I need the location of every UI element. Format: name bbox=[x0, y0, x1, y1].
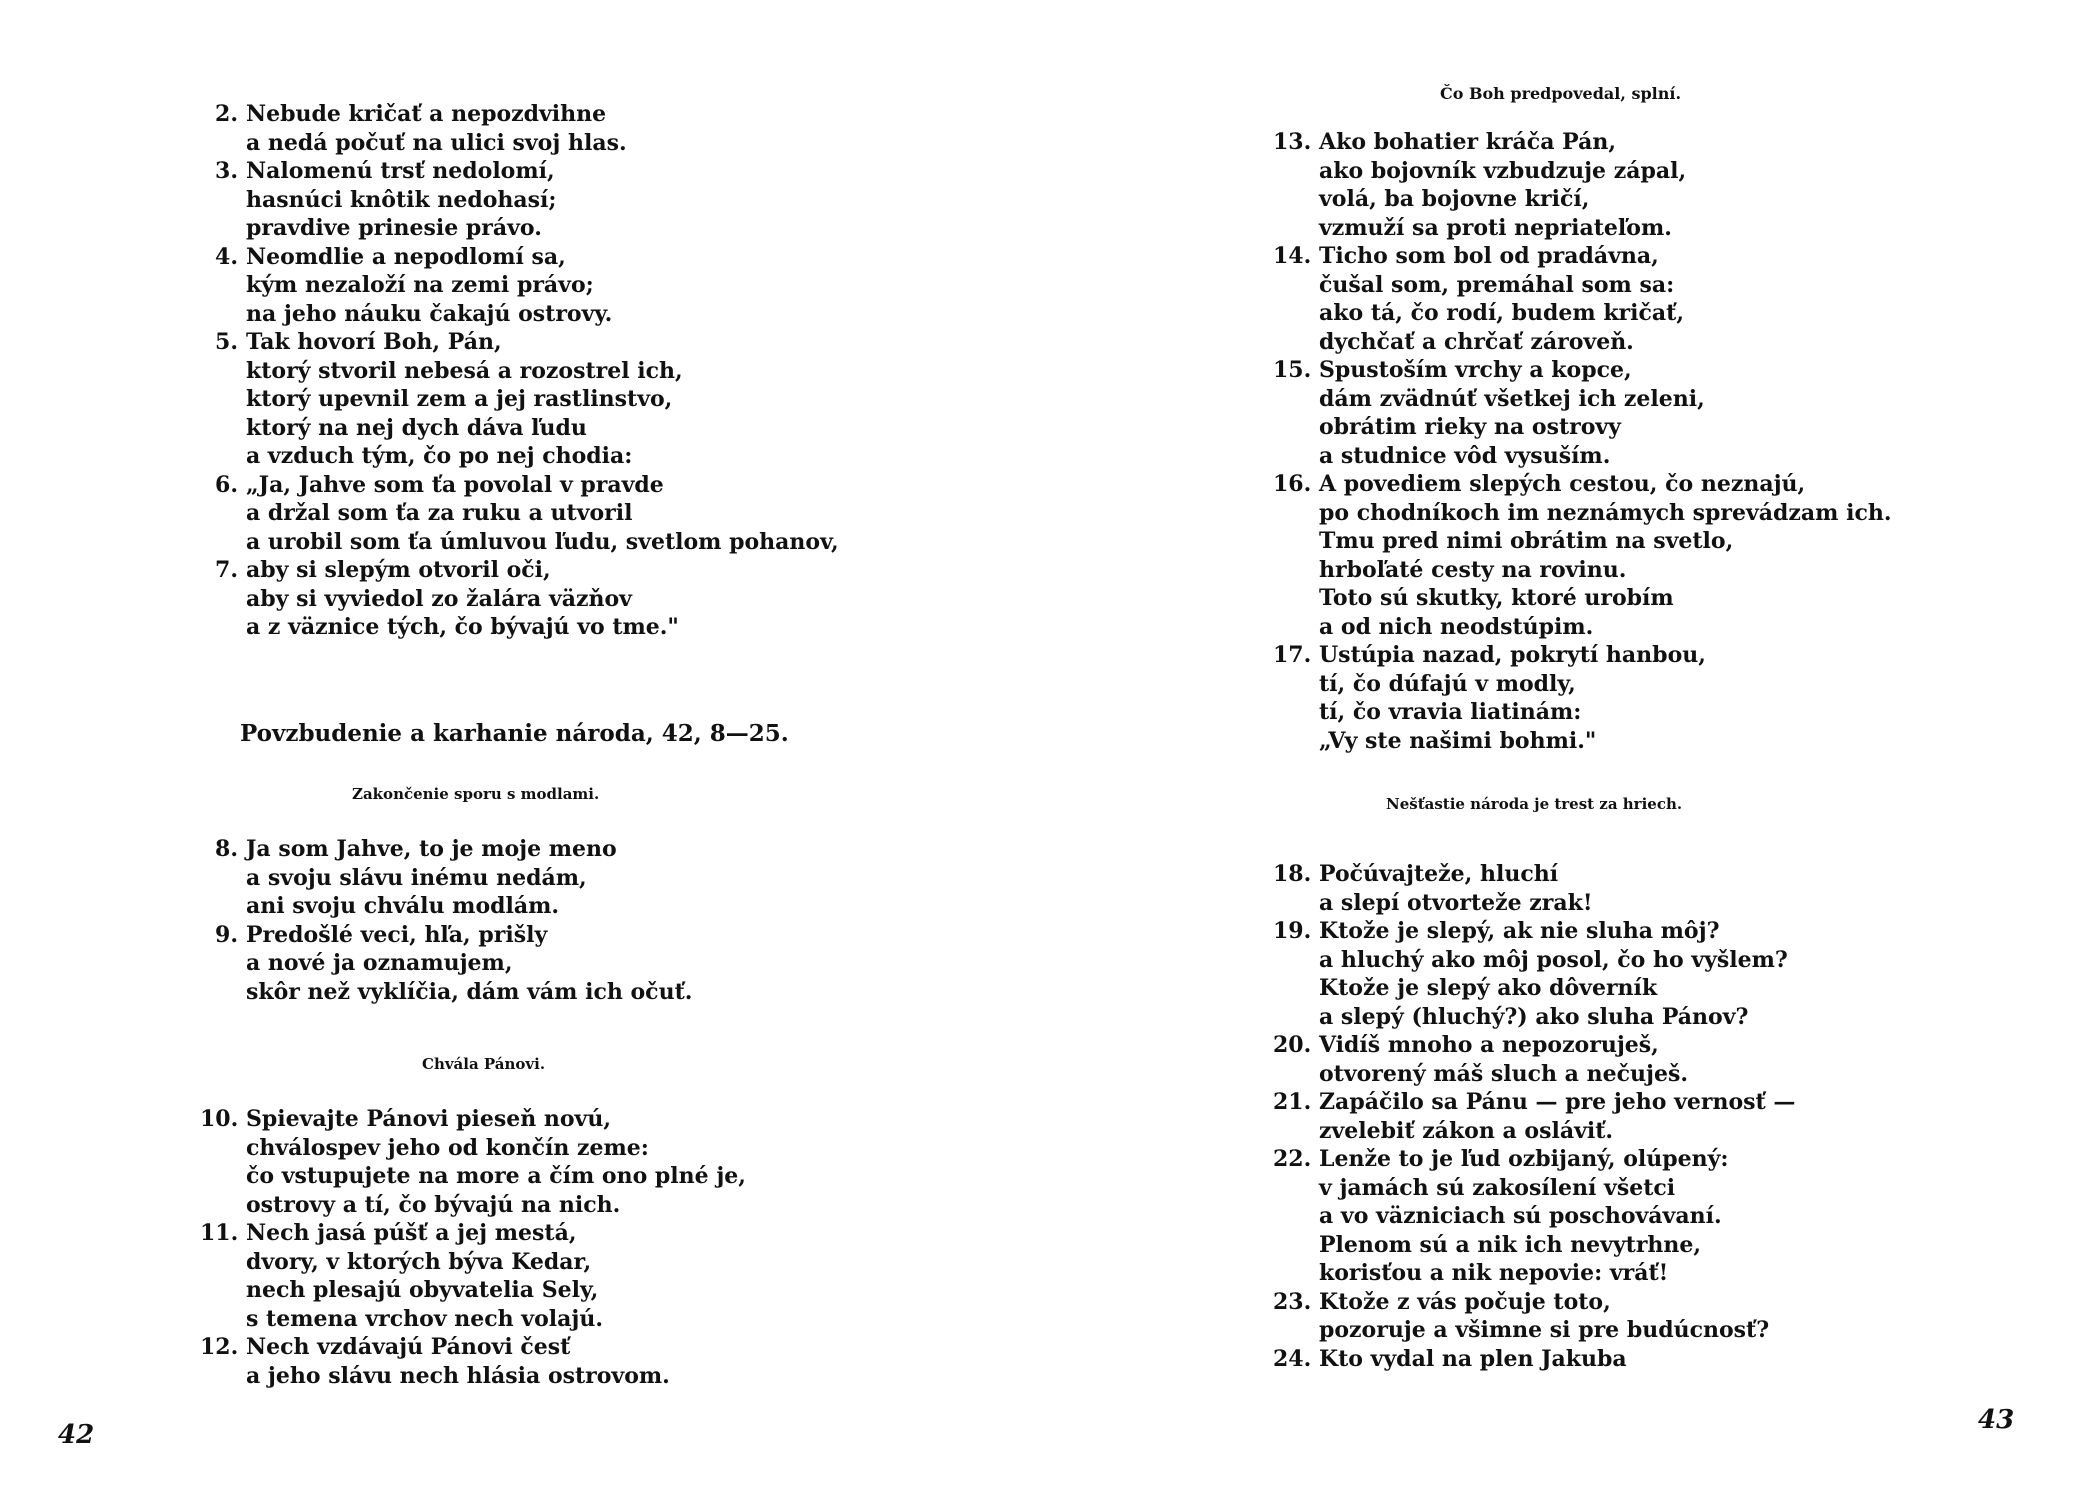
verse-line: Ustúpia nazad, pokrytí hanbou, bbox=[1319, 642, 1706, 668]
verse-line: dám zvädnúť všetkej ich zeleni, bbox=[1319, 385, 1705, 412]
verse-line: pozoruje a všimne si pre budúcnosť? bbox=[1319, 1317, 1770, 1343]
verse-line: Spievajte Pánovi pieseň novú, bbox=[246, 1106, 611, 1132]
verse-line: ktorý stvoril nebesá a rozostrel ich, bbox=[246, 357, 683, 384]
verse-line: a urobil som ťa úmluvou ľudu, svetlom pohanov, bbox=[246, 528, 839, 555]
verse-number: 23. bbox=[1273, 1288, 1312, 1315]
verse bbox=[1273, 1288, 2073, 1345]
page-number-right: 43 bbox=[1978, 1405, 2015, 1435]
verse-number: 11. bbox=[200, 1220, 239, 1246]
verse-line: ktorý na nej dych dáva ľudu bbox=[246, 414, 587, 441]
verse-line: ako bojovník vzbudzuje zápal, bbox=[1319, 157, 1687, 184]
verse-line: ktorý upevnil zem a jej rastlinstvo, bbox=[246, 386, 673, 412]
verse-line: Plenom sú a nik ich nevytrhne, bbox=[1319, 1231, 1702, 1258]
verse-text bbox=[1319, 470, 2073, 641]
verse-line: Vidíš mnoho a nepozoruješ, bbox=[1319, 1032, 1659, 1058]
verse-line: a od nich neodstúpim. bbox=[1319, 613, 1594, 640]
verse-number: 24. bbox=[1273, 1345, 1312, 1372]
verse-text bbox=[246, 921, 1030, 1007]
verse bbox=[200, 1333, 1030, 1390]
verse-line: chválospev jeho od končín zeme: bbox=[246, 1134, 649, 1161]
verse-line: hrboľaté cesty na rovinu. bbox=[1319, 556, 1627, 583]
verse-text bbox=[246, 100, 1030, 157]
subtitle-zakoncenie: Zakončenie sporu s modlami. bbox=[352, 785, 600, 803]
verse-line: tí, čo dúfajú v modly, bbox=[1319, 670, 1576, 697]
verse-text bbox=[1319, 1088, 2073, 1145]
page-number-left: 42 bbox=[58, 1420, 95, 1450]
verse-text bbox=[1319, 641, 2073, 755]
verse-line: a z väznice tých, čo bývajú vo tme." bbox=[246, 614, 679, 640]
verse-line: Počúvajteže, hluchí bbox=[1319, 861, 1559, 887]
verse bbox=[200, 328, 1030, 471]
subtitle-nestastie: Nešťastie národa je trest za hriech. bbox=[1386, 795, 1683, 813]
verses-8-9 bbox=[200, 835, 1030, 1006]
verse-text bbox=[1319, 1345, 2073, 1374]
verse-line: Ktože je slepý ako dôverník bbox=[1319, 975, 1658, 1001]
verse-number: 2. bbox=[215, 101, 238, 127]
verse-line: po chodníkoch im neznámych sprevádzam ich. bbox=[1319, 499, 1892, 526]
verse-line: a vzduch tým, čo po nej chodia: bbox=[246, 443, 633, 469]
verse-line: s temena vrchov nech volajú. bbox=[246, 1305, 603, 1332]
verse-line: v jamách sú zakosílení všetci bbox=[1319, 1174, 1676, 1201]
verse-line: otvorený máš sluch a nečuješ. bbox=[1319, 1060, 1688, 1087]
verse-number: 17. bbox=[1273, 642, 1312, 668]
verse-line: a svoju slávu inému nedám, bbox=[246, 864, 587, 891]
verse bbox=[1273, 860, 2073, 917]
verse-number: 20. bbox=[1273, 1032, 1312, 1058]
verse-line: a nedá počuť na ulici svoj hlas. bbox=[246, 129, 627, 156]
verse-line: ako tá, čo rodí, budem kričať, bbox=[1319, 300, 1684, 326]
verse-line: Predošlé veci, hľa, prišly bbox=[246, 921, 548, 948]
verse-line: dychčať a chrčať zároveň. bbox=[1319, 328, 1634, 355]
verse-number: 18. bbox=[1273, 861, 1312, 887]
verses-2-7 bbox=[200, 100, 1030, 642]
verse-line: Nebude kričať a nepozdvihne bbox=[246, 101, 607, 127]
verse-line: a slepý (hluchý?) ako sluha Pánov? bbox=[1319, 1003, 1749, 1030]
verse bbox=[200, 157, 1030, 243]
verse bbox=[200, 100, 1030, 157]
verse-number: 8. bbox=[215, 836, 238, 862]
verse-line: korisťou a nik nepovie: vráť! bbox=[1319, 1260, 1669, 1286]
section-title: Povzbudenie a karhanie národa, 42, 8—25. bbox=[240, 720, 789, 747]
verse-text bbox=[246, 556, 1030, 642]
verses-10-12 bbox=[200, 1105, 1030, 1390]
verse bbox=[1273, 1345, 2073, 1374]
verse-text bbox=[246, 243, 1030, 329]
verse-text bbox=[246, 835, 1030, 921]
verse bbox=[200, 921, 1030, 1007]
verse-text bbox=[1319, 1145, 2073, 1288]
verse-line: zvelebiť zákon a osláviť. bbox=[1319, 1117, 1614, 1144]
running-head: Čo Boh predpovedal, splní. bbox=[1440, 84, 1682, 103]
verse-line: Tmu pred nimi obrátim na svetlo, bbox=[1319, 528, 1734, 554]
verse-line: Ktože je slepý, ak nie sluha môj? bbox=[1319, 918, 1720, 944]
verse-line: vzmuží sa proti nepriateľom. bbox=[1319, 214, 1672, 241]
verse-line: Neomdlie a nepodlomí sa, bbox=[246, 243, 566, 270]
verse-text bbox=[1319, 356, 2073, 470]
verse bbox=[1273, 1145, 2073, 1288]
verse bbox=[1273, 128, 2073, 242]
verse-line: Zapáčilo sa Pánu — pre jeho vernosť — bbox=[1319, 1089, 1796, 1115]
verse-text bbox=[1319, 1031, 2073, 1088]
verse-line: nech plesajú obyvatelia Sely, bbox=[246, 1277, 599, 1303]
verse bbox=[1273, 917, 2073, 1031]
verse-line: a nové ja oznamujem, bbox=[246, 950, 513, 976]
verse-number: 22. bbox=[1273, 1146, 1312, 1172]
verse-line: a studnice vôd vysuším. bbox=[1319, 442, 1611, 469]
verse-number: 13. bbox=[1273, 129, 1312, 155]
verse-line: Nech vzdávajú Pánovi česť bbox=[246, 1334, 571, 1360]
verse-text bbox=[1319, 242, 2073, 356]
verses-13-17 bbox=[1273, 128, 2073, 755]
verse bbox=[200, 471, 1030, 557]
right-page bbox=[1043, 0, 2086, 1500]
verse-number: 21. bbox=[1273, 1089, 1312, 1115]
verse bbox=[1273, 1088, 2073, 1145]
verse-line: volá, ba bojovne kričí, bbox=[1319, 186, 1590, 212]
verse-number: 3. bbox=[215, 158, 238, 184]
verse-line: Ako bohatier kráča Pán, bbox=[1319, 129, 1616, 155]
verse-line: „Vy ste našimi bohmi." bbox=[1319, 727, 1597, 754]
subtitle-chvala: Chvála Pánovi. bbox=[422, 1055, 546, 1073]
verse-line: „Ja, Jahve som ťa povolal v pravde bbox=[246, 471, 664, 498]
verse-line: Tak hovorí Boh, Pán, bbox=[246, 329, 502, 355]
verse-line: a jeho slávu nech hlásia ostrovom. bbox=[246, 1362, 670, 1389]
verse-line: dvory, v ktorých býva Kedar, bbox=[246, 1248, 592, 1275]
verse-line: a hluchý ako môj posol, čo ho vyšlem? bbox=[1319, 946, 1788, 973]
verse-text bbox=[1319, 860, 2073, 917]
verse-text bbox=[246, 1333, 1030, 1390]
verse-text bbox=[1319, 1288, 2073, 1345]
verse-line: Nech jasá púšť a jej mestá, bbox=[246, 1220, 577, 1246]
verse bbox=[1273, 470, 2073, 641]
verse bbox=[200, 1105, 1030, 1219]
verse bbox=[1273, 1031, 2073, 1088]
verse-line: aby si slepým otvoril oči, bbox=[246, 557, 551, 583]
verse-number: 10. bbox=[200, 1106, 239, 1132]
verse-line: čo vstupujete na more a čím ono plné je, bbox=[246, 1163, 746, 1189]
verse-line: skôr než vyklíčia, dám vám ich očuť. bbox=[246, 978, 693, 1005]
verse-text bbox=[1319, 128, 2073, 242]
verse-line: čušal som, premáhal som sa: bbox=[1319, 271, 1675, 298]
verse-line: a vo väzniciach sú poschovávaní. bbox=[1319, 1203, 1722, 1229]
verse-line: Ja som Jahve, to je moje meno bbox=[246, 836, 617, 862]
verse bbox=[1273, 242, 2073, 356]
verse-text bbox=[246, 471, 1030, 557]
verse-line: a slepí otvorteže zrak! bbox=[1319, 889, 1593, 916]
verse-number: 9. bbox=[215, 921, 238, 948]
verse bbox=[1273, 356, 2073, 470]
verse-number: 4. bbox=[215, 243, 238, 270]
verse-line: aby si vyviedol zo žalára väzňov bbox=[246, 585, 632, 612]
verse-line: na jeho náuku čakajú ostrovy. bbox=[246, 300, 613, 327]
verse-number: 12. bbox=[200, 1334, 239, 1360]
verse bbox=[1273, 641, 2073, 755]
verse-number: 5. bbox=[215, 329, 238, 355]
verse-line: A povediem slepých cestou, čo neznajú, bbox=[1319, 471, 1806, 497]
verse-line: pravdive prinesie právo. bbox=[246, 215, 542, 241]
verse-text bbox=[246, 1105, 1030, 1219]
verse-line: Ticho som bol od pradávna, bbox=[1319, 243, 1659, 269]
verse bbox=[200, 835, 1030, 921]
verse-text bbox=[246, 1219, 1030, 1333]
verse-text bbox=[1319, 917, 2073, 1031]
verse bbox=[200, 1219, 1030, 1333]
verse-line: hasnúci knôtik nedohasí; bbox=[246, 186, 557, 213]
verse-line: Nalomenú trsť nedolomí, bbox=[246, 158, 555, 184]
verse-line: tí, čo vravia liatinám: bbox=[1319, 699, 1582, 725]
verse-text bbox=[246, 157, 1030, 243]
verse-number: 16. bbox=[1273, 471, 1312, 497]
verse bbox=[200, 243, 1030, 329]
verse-line: Kto vydal na plen Jakuba bbox=[1319, 1345, 1627, 1372]
verse-line: ani svoju chválu modlám. bbox=[246, 893, 560, 919]
verse-number: 7. bbox=[215, 557, 238, 583]
verse-line: kým nezaloží na zemi právo; bbox=[246, 272, 594, 298]
verse-line: Spustoším vrchy a kopce, bbox=[1319, 357, 1632, 383]
verse-number: 15. bbox=[1273, 357, 1312, 383]
verse-number: 14. bbox=[1273, 243, 1312, 269]
verse-text bbox=[246, 328, 1030, 471]
verse-line: Ktože z vás počuje toto, bbox=[1319, 1288, 1611, 1315]
verse-line: a držal som ťa za ruku a utvoril bbox=[246, 500, 633, 526]
verse-number: 19. bbox=[1273, 918, 1312, 944]
verse-line: obrátim rieky na ostrovy bbox=[1319, 414, 1621, 440]
verse-line: Toto sú skutky, ktoré urobím bbox=[1319, 585, 1674, 611]
verse bbox=[200, 556, 1030, 642]
verses-18-24 bbox=[1273, 860, 2073, 1373]
verse-number: 6. bbox=[215, 471, 238, 498]
verse-line: ostrovy a tí, čo bývajú na nich. bbox=[246, 1191, 621, 1218]
verse-line: Lenže to je ľud ozbijaný, olúpený: bbox=[1319, 1146, 1729, 1172]
